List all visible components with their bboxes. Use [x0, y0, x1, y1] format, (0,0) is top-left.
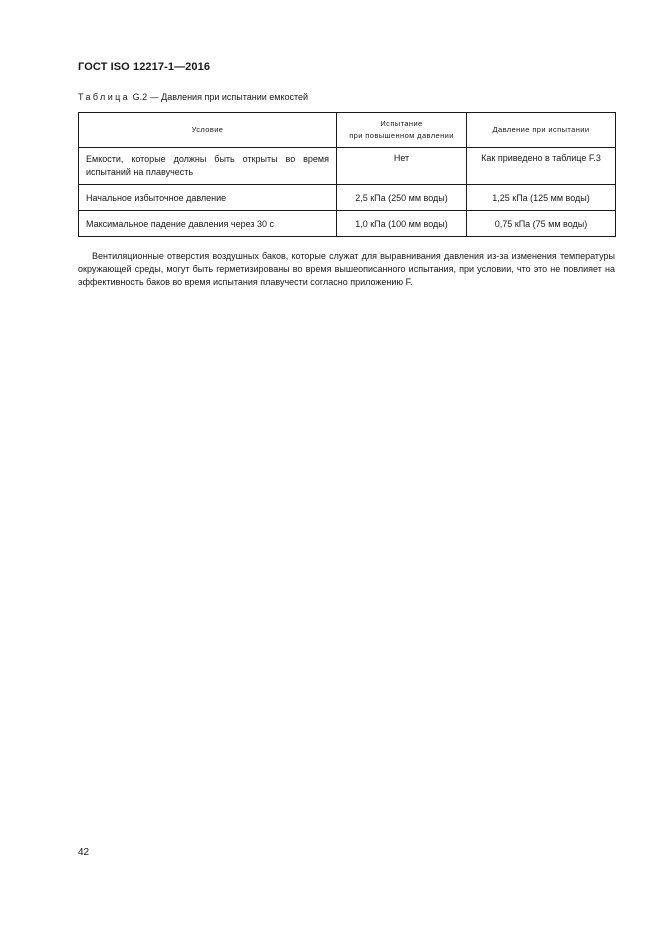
- table-header-row: [79, 113, 616, 148]
- body-paragraph: Вентиляционные отверстия воздушных баков, которые служат для выравнивания давления из-за изменения температуры окружающей среды, могут быть герметизированы во время вышеописанного испытания, при условии, что это не повлияет на эффективность баков во время испытания плавучести согласно приложению F.: [78, 251, 615, 287]
- cell-condition: Максимальное падение давления через 30 с: [79, 211, 337, 237]
- cell-test-pressure: 0,75 кПа (75 мм воды): [467, 211, 616, 237]
- table-row: [79, 211, 616, 237]
- document-header: ГОСТ ISO 12217-1—2016: [78, 61, 211, 73]
- caption-label: Таблица: [78, 92, 131, 102]
- table-row: [79, 148, 616, 185]
- header-condition: Условие: [79, 113, 337, 148]
- cell-overpressure: Нет: [337, 148, 467, 185]
- cell-condition: Емкости, которые должны быть открыты во время испытаний на плавучесть: [79, 148, 337, 185]
- caption-number: G.2: [132, 92, 148, 102]
- header-overpressure: [337, 113, 467, 148]
- page-number: 42: [78, 847, 90, 858]
- cell-condition: Начальное избыточное давление: [79, 185, 337, 211]
- pressure-table: [78, 112, 616, 237]
- header-test-pressure: Давление при испытании: [467, 113, 616, 148]
- caption-title: — Давления при испытании емкостей: [149, 92, 309, 102]
- cell-test-pressure: 1,25 кПа (125 мм воды): [467, 185, 616, 211]
- cell-overpressure: 2,5 кПа (250 мм воды): [337, 185, 467, 211]
- header-overpressure-line2: при повышенном давлении: [349, 131, 454, 140]
- table-row: [79, 185, 616, 211]
- cell-test-pressure: Как приведено в таблице F.3: [467, 148, 616, 185]
- cell-overpressure: 1,0 кПа (100 мм воды): [337, 211, 467, 237]
- header-overpressure-line1: Испытание: [380, 119, 423, 128]
- table-caption: [78, 92, 308, 102]
